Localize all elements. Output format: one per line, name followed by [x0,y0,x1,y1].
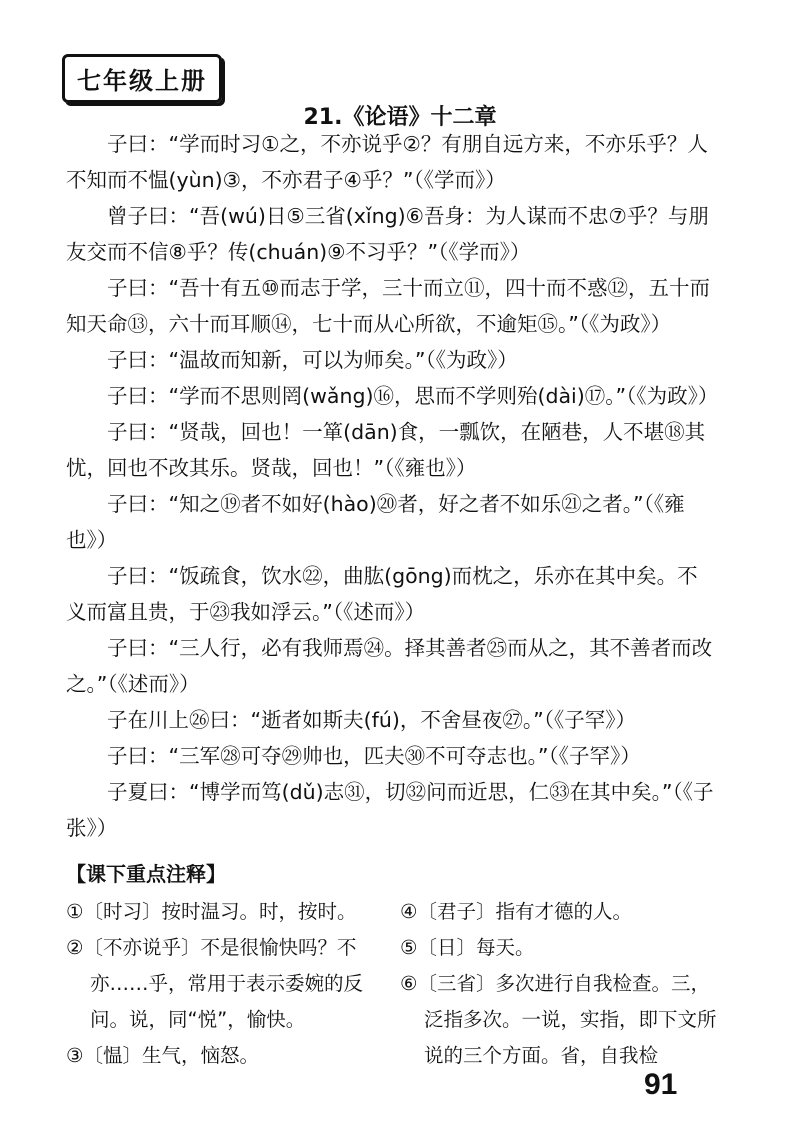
passage-9: 子曰：“三人行，必有我师焉㉔。择其善者㉕而从之，其不善者而改之。”（《述而》） [66,636,713,696]
passage-11: 子曰：“三军㉘可夺㉙帅也，匹夫㉚不可夺志也。”（《子罕》） [107,744,641,768]
note-item: ⑤〔日〕每天。 [400,936,535,959]
passage-6: 子曰：“贤哉，回也！一箪(dān)食，一瓢饮，在陋巷，人不堪⑱其忧，回也不改其乐。贤哉，回也！”（《雍也》） [66,420,706,480]
notes-section [66,894,726,1074]
notes-heading: 【课下重点注释】 [66,862,226,886]
passage-3: 子曰：“吾十有五⑩而志于学，三十而立⑪，四十而不惑⑫，五十而知天命⑬，六十而耳顺⑭，七十而从心所欲，不逾矩⑮。”（《为政》） [66,276,710,336]
passage-8: 子曰：“饭疏食，饮水㉒，曲肱(gōng)而枕之，乐亦在其中矣。不义而富且贵，于㉓我如浮云。”（《述而》） [66,564,698,624]
note-item: ③〔愠〕生气，恼怒。 [66,1044,259,1067]
page-number: 91 [644,1068,678,1101]
note-item: ④〔君子〕指有才德的人。 [400,900,632,923]
passage-1: 子曰：“学而时习①之，不亦说乎②？有朋自远方来，不亦乐乎？人不知而不愠(yùn)③，不亦君子④乎？”（《学而》） [66,132,708,192]
note-item: ②〔不亦说乎〕不是很愉快吗？不亦……乎，常用于表示委婉的反问。说，同“悦”，愉快。 [66,936,364,1031]
lesson-body [66,126,718,846]
note-item: ①〔时习〕按时温习。时，按时。 [66,900,357,923]
passage-10: 子在川上㉖曰：“逝者如斯夫(fú)，不舍昼夜㉗。”（《子罕》） [107,708,636,732]
passage-7: 子曰：“知之⑲者不如好(hào)⑳者，好之者不如乐㉑之者。”（《雍也》） [66,492,685,552]
passage-2: 曾子曰：“吾(wú)日⑤三省(xǐng)⑥吾身：为人谋而不忠⑦乎？与朋友交而不信⑧乎？传(chuán)⑨不习乎？”（《学而》） [66,204,709,264]
passage-4: 子曰：“温故而知新，可以为师矣。”（《为政》） [107,348,518,372]
passage-5: 子曰：“学而不思则罔(wǎng)⑯，思而不学则殆(dài)⑰。”（《为政》） [107,384,719,408]
passage-12: 子夏曰：“博学而笃(dǔ)志㉛，切㉜问而近思，仁㉝在其中矣。”（《子张》） [66,780,714,840]
notes-right-column [400,894,726,1074]
notes-left-column [66,894,392,1074]
grade-label: 七年级上册 [62,54,222,103]
lesson-title: 21.《论语》十二章 [303,105,497,130]
note-item: ⑥〔三省〕多次进行自我检查。三，泛指多次。一说，实指，即下文所说的三个方面。省，自我检 [400,972,717,1067]
